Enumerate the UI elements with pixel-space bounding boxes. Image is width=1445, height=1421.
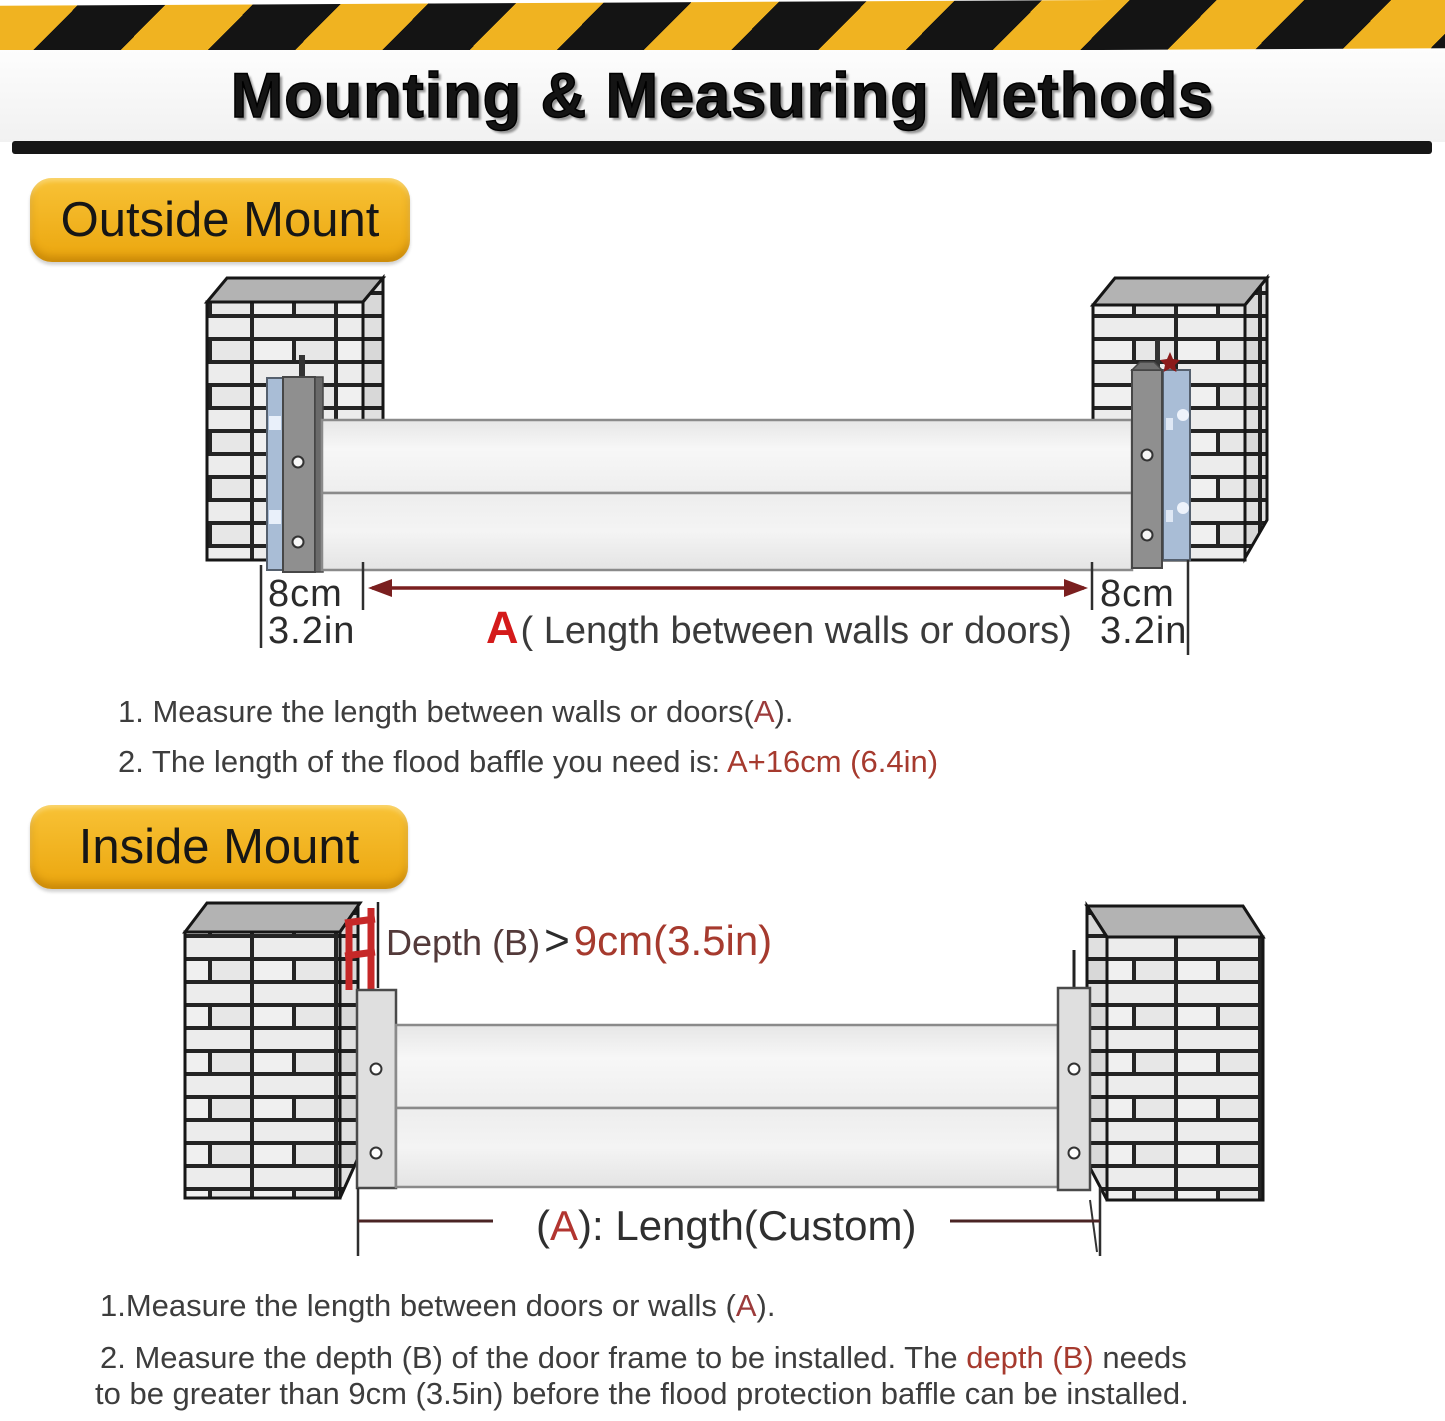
depth-b-label: Depth (B) > 9cm(3.5in) [386, 916, 773, 965]
inside-mount-label: Inside Mount [30, 805, 408, 889]
title-band [0, 50, 1445, 142]
door-edge-line [1090, 1200, 1097, 1252]
page-title: Mounting & Measuring Methods [230, 61, 1215, 131]
outside-step-2: 2. The length of the flood baffle you need is: A+16cm (6.4in) [118, 744, 939, 779]
channel-bracket-left [357, 990, 396, 1188]
length-arrow [368, 579, 1088, 597]
mounting-bracket-left [267, 355, 323, 572]
outside-step-1: 1. Measure the length between walls or doors(A). [118, 694, 794, 729]
inside-step-2-line2: to be greater than 9cm (3.5in) before the flood protection baffle can be installed. [95, 1376, 1189, 1411]
dim-label-left: 8cm 3.2in [268, 573, 356, 652]
length-custom-label: (A): Length(Custom) [536, 1202, 917, 1249]
title-underline-bar [12, 141, 1432, 154]
brick-pillar-right-inside [1087, 906, 1263, 1200]
length-a-label: A ( Length between walls or doors) [486, 602, 1072, 653]
hazard-tape-stripe [0, 0, 1445, 56]
inside-step-1: 1.Measure the length between doors or walls (A). [100, 1288, 776, 1323]
inside-step-2-line1: 2. Measure the depth (B) of the door frame to be installed. The depth (B) needs [100, 1340, 1187, 1375]
outside-steps [118, 694, 938, 780]
brick-pillar-left-inside [185, 903, 360, 1198]
outside-mount-label: Outside Mount [30, 178, 410, 262]
dim-label-right: 8cm 3.2in [1100, 573, 1188, 652]
flood-barrier-boards [322, 420, 1132, 570]
flood-barrier-boards-inside [396, 1025, 1058, 1187]
channel-bracket-right [1058, 950, 1090, 1190]
mounting-bracket-right [1132, 340, 1190, 568]
depth-gauge-marker [345, 908, 375, 990]
